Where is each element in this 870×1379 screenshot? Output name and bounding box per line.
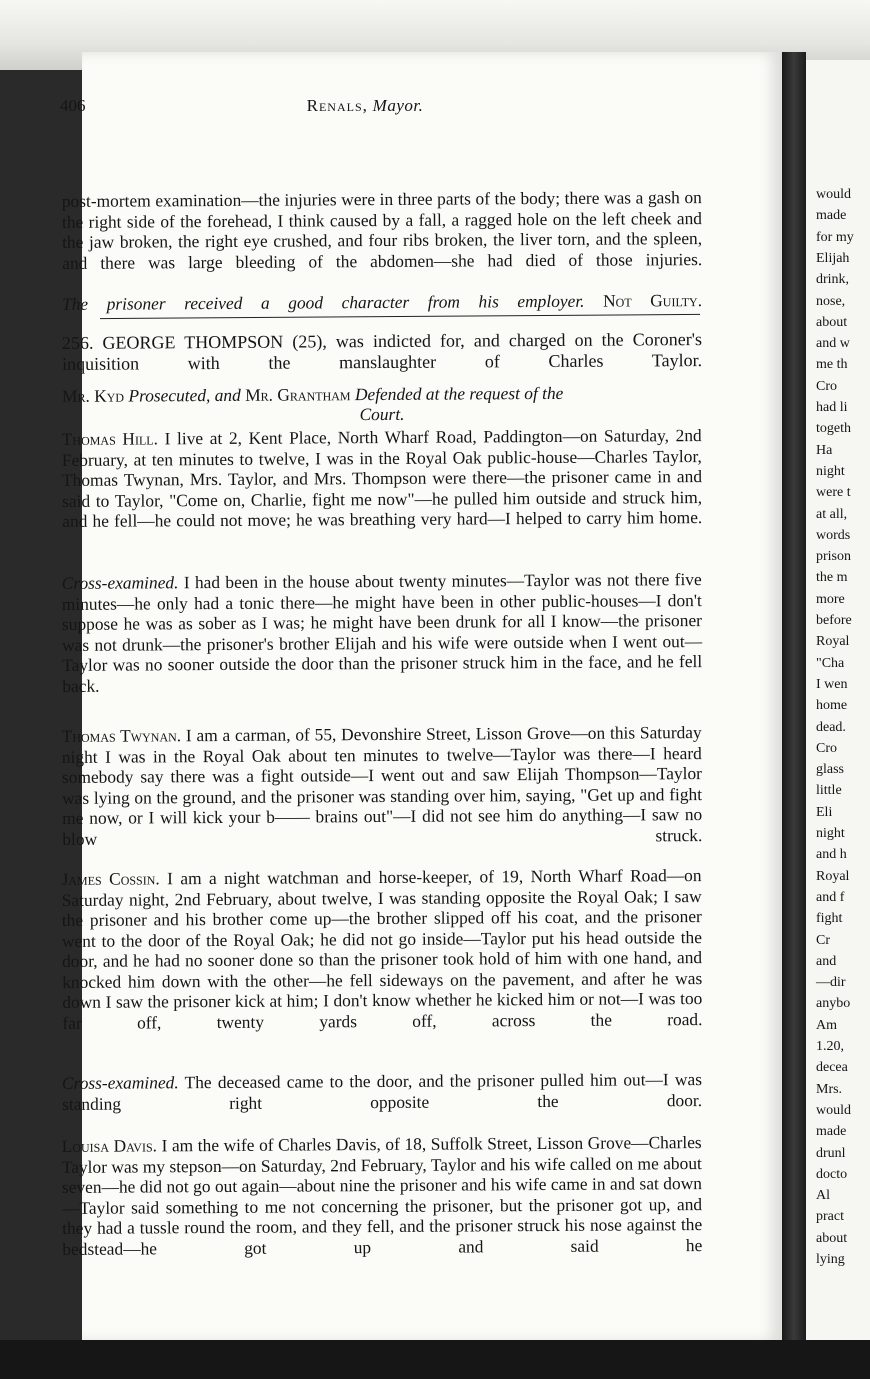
- book-gutter: [782, 52, 806, 1342]
- facing-page-fragment: Al: [816, 1188, 830, 1204]
- facing-page-fragment: Cro: [816, 740, 837, 756]
- facing-page-fragment: dead.: [816, 719, 846, 735]
- facing-page-fragment: made: [816, 208, 847, 224]
- case-heading: [62, 329, 702, 374]
- facing-page-fragment: Cro: [816, 378, 837, 394]
- testimony-thomas-twynan: [62, 722, 703, 849]
- facing-page-fragment: Am: [816, 1017, 837, 1033]
- facing-page-fragment: the m: [816, 570, 848, 586]
- witness-name: Louisa Davis.: [61, 1135, 158, 1156]
- page-header: [60, 96, 670, 120]
- scan-background-bottom: [0, 1340, 870, 1379]
- facing-page-fragment: were t: [816, 485, 851, 501]
- facing-page-fragment: Royal: [816, 634, 850, 650]
- prosecuted-label: Prosecuted, and: [128, 384, 241, 406]
- facing-page-fragment: Mrs.: [816, 1081, 843, 1097]
- facing-page-fragment: pract: [816, 1209, 844, 1225]
- facing-page-fragment: docto: [816, 1166, 848, 1182]
- facing-page-fragment: prison: [816, 549, 851, 565]
- testimony-thomas-hill: [62, 425, 703, 531]
- defended-label: Defended at the request of the: [354, 382, 564, 405]
- facing-page-fragment: Royal: [816, 868, 850, 884]
- facing-page-fragment: I wen: [816, 676, 848, 692]
- facing-page-fragment: Ha: [816, 442, 833, 458]
- facing-page-fragment: would: [816, 187, 851, 202]
- testimony-james-cossin: [62, 865, 703, 1033]
- cross-examined-label: Cross-examined.: [61, 1072, 179, 1093]
- testimony-text: I had been in the house about twenty minutes—Taylor was not there five minutes—he only had a tonic there—he might have been in other public-houses—I don't suppose he was as sober as I was; he might have been drunk for all I know—the prisoner was not drunk—the prisoner's brother Elijah and his wife were outside when I went out—Taylor was no sooner outside the door than the prisoner struck him in the face, and he fell back.: [61, 569, 703, 696]
- verdict: Not Guilty.: [603, 290, 703, 311]
- facing-page: [806, 60, 870, 1340]
- facing-page-fragment: and f: [816, 889, 845, 905]
- facing-page-fragment: about: [816, 314, 848, 330]
- facing-page-fragment: fight: [816, 911, 843, 927]
- facing-page-fragment: more: [816, 591, 845, 607]
- testimony-text: I am a night watchman and horse-keeper, of 19, North Wharf Road—on Saturday night, 2nd February, about twelve, I was standing opposite the Royal Oak; I saw the prisoner and his brother come up—the brother slipped off his coat, and the prisoner went to the door of the Royal Oak; he did not go inside—Taylor put his head outside the door, and he had no sooner done so than the prisoner took hold of him with one hand, and knocked him down with the other—he fell sideways on the pavement, and after he was down I saw the prisoner kick at him; I don't know whether he kicked him or not—I was too far off, twenty yards off, across the road.: [61, 865, 703, 1033]
- character-note: The prisoner received a good character from his employer.: [61, 290, 585, 314]
- facing-page-fragment: togeth: [816, 421, 851, 437]
- prosecuting-counsel: Mr. Kyd: [61, 385, 125, 406]
- facing-page-fragment: for my: [816, 229, 854, 245]
- testimony-text: I live at 2, Kent Place, North Wharf Road, Paddington—on Saturday, 2nd February, at ten minutes to twelve, I was in the Royal Oak public-house—Charles Taylor, Thomas Twynan, Mrs. Taylor, and Mrs. Thompson were there—the prisoner came in and said to Taylor, "Come on, Charlie, fight me now"—he pulled him outside and struck him, and he fell—he could not move; he was breathing very hard—I helped to carry him home.: [61, 425, 703, 531]
- witness-name: Thomas Twynan.: [61, 725, 182, 746]
- facing-page-fragment: little: [816, 783, 842, 799]
- facing-page-fragment: about: [816, 1230, 848, 1246]
- verdict-line: [62, 290, 702, 314]
- facing-page-fragment: "Cha: [816, 655, 845, 671]
- testimony-text: I am a carman, of 55, Devonshire Street, Lisson Grove—on this Saturday night I was in the Royal Oak about ten minutes to twelve—Taylor was there—I heard somebody say there was a fight outside—I went out and saw Elijah Thompson—Taylor was lying on the ground, and the prisoner was standing over him, saying, "Get up and fight me now, or I will kick your b—— brains out"—I did not see him do anything—I saw no blow struck.: [61, 722, 703, 849]
- testimony-text: I am the wife of Charles Davis, of 18, Suffolk Street, Lisson Grove—Charles Taylor was my stepson—on Saturday, 2nd February, Taylor and his wife called on me about seven—he did not go out again—about nine the prisoner and his wife came in and sat down—Taylor said something to me not concerning the prisoner, but the prisoner got up, and they had a tussle round the room, and they fell, and the prisoner struck his nose against the bedstead—he got up and said he: [61, 1132, 703, 1259]
- witness-name: James Cossin.: [61, 868, 160, 889]
- paragraph-postmortem: [62, 187, 702, 273]
- defending-counsel: Mr. Grantham: [245, 384, 351, 405]
- cross-examined-label: Cross-examined.: [61, 572, 179, 593]
- court-line: [62, 402, 702, 426]
- facing-page-fragment: had li: [816, 400, 848, 415]
- facing-page-fragment: 1.20,: [816, 1039, 844, 1054]
- facing-page-fragment: glass: [816, 762, 844, 778]
- testimony-text: The deceased came to the door, and the prisoner pulled him out—I was standing right opposite the door.: [62, 1069, 703, 1114]
- facing-page-fragment: and w: [816, 336, 850, 352]
- facing-page-fragment: and: [816, 953, 837, 969]
- facing-page-fragment: home: [816, 698, 848, 714]
- facing-page-fragment: Eli: [816, 804, 833, 820]
- running-head: [60, 96, 670, 116]
- case-heading-text: 256. GEORGE THOMPSON (25), was indicted for, and charged on the Coroner's inquisition with the manslaughter of Charles Taylor.: [61, 329, 703, 374]
- facing-page-fragment: decea: [816, 1060, 848, 1076]
- facing-page-fragment: Elijah: [816, 250, 850, 266]
- cross-examination-2: [62, 1069, 702, 1114]
- facing-page-fragment: night: [816, 826, 845, 841]
- facing-page-fragment: would: [816, 1102, 851, 1118]
- facing-page-fragment: at all,: [816, 506, 848, 522]
- facing-page-fragment: lying: [816, 1252, 845, 1267]
- facing-page-fragment: night: [816, 463, 845, 479]
- facing-page-fragment: before: [816, 613, 852, 628]
- facing-page-fragment: Cr: [816, 932, 830, 948]
- facing-page-fragment: made: [816, 1124, 847, 1140]
- facing-page-fragment: nose,: [816, 293, 846, 309]
- testimony-louisa-davis: [62, 1132, 703, 1259]
- witness-name: Thomas Hill.: [61, 428, 158, 449]
- cross-examination-1: [62, 569, 703, 696]
- facing-page-fragment: drink,: [816, 272, 850, 288]
- facing-page-fragment: —dir: [816, 975, 846, 991]
- facing-page-fragment: and h: [816, 847, 847, 863]
- facing-page-fragment: drunl: [816, 1145, 846, 1161]
- facing-page-fragment: me th: [816, 357, 848, 373]
- facing-page-fragment: words: [816, 527, 851, 543]
- paragraph-text: post-mortem examination—the injuries were in three parts of the body; there was a gash on the right side of the forehead, I think caused by a fall, a ragged hole on the left cheek and the jaw broken, the right eye crushed, and four ribs broken, the liver torn, and the spleen, and there was large bleeding of the abdomen—she had died of those injuries.: [61, 187, 703, 273]
- court-label: Court.: [359, 403, 405, 425]
- running-head-name: Renals,: [306, 96, 368, 115]
- running-head-role: Mayor.: [372, 96, 424, 115]
- page-number: 406: [60, 96, 86, 115]
- facing-page-fragment: anybo: [816, 996, 851, 1012]
